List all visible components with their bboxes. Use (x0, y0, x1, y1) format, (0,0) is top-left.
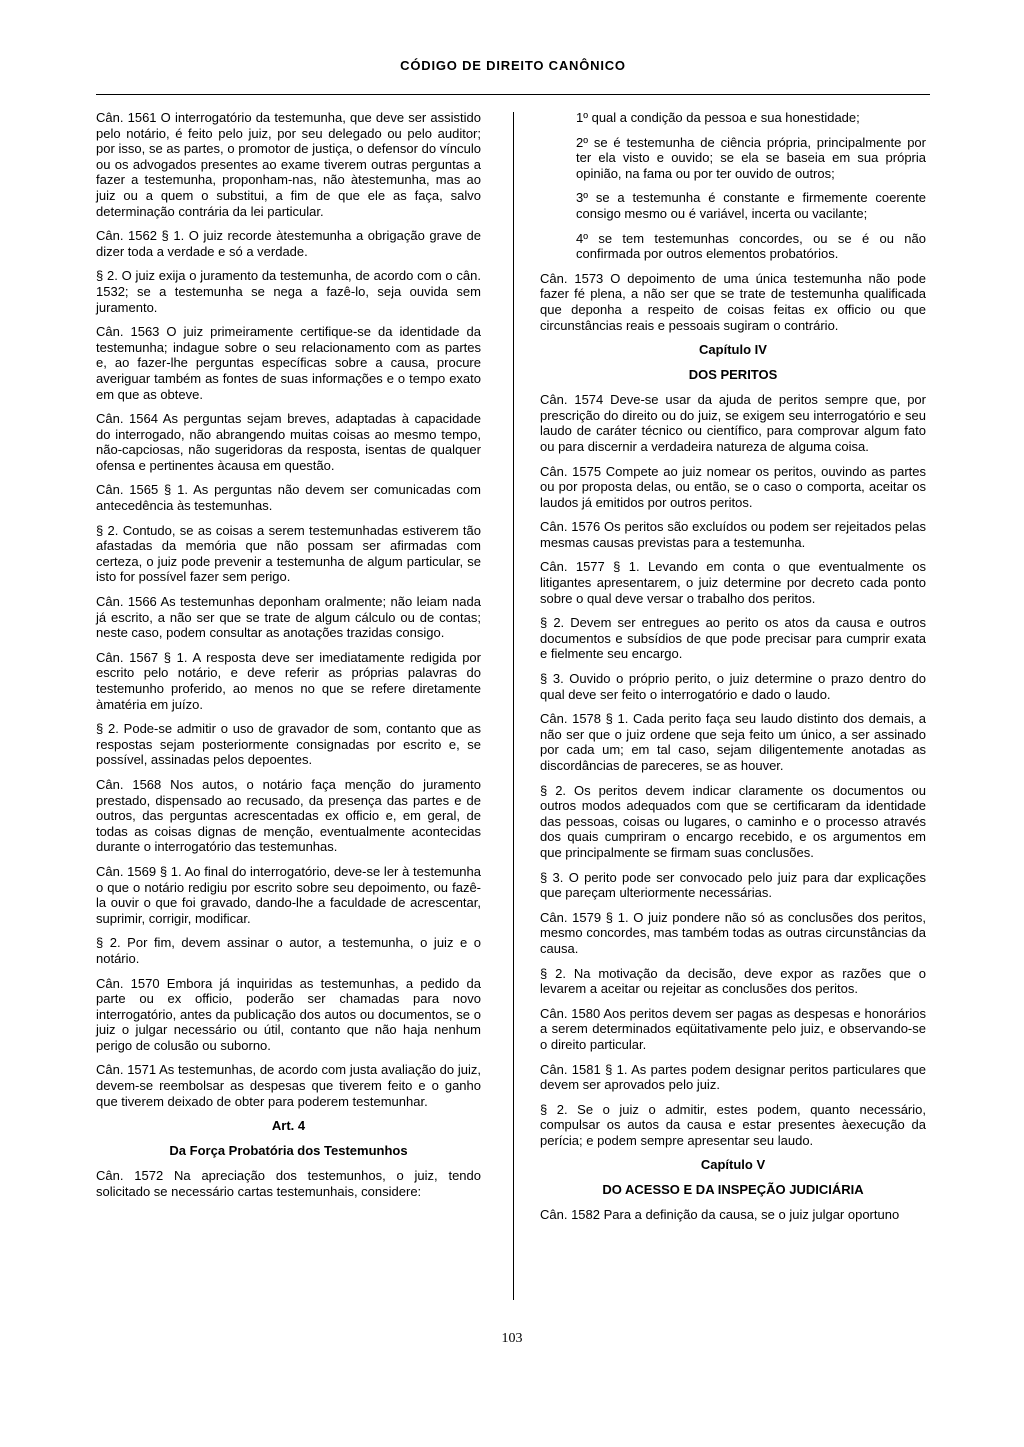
chapter-heading-v: Capítulo V (700, 1157, 766, 1173)
canon-1574: Cân. 1574 Deve-se usar da ajuda de peritos sempre que, por prescrição do direito ou do juiz, se exigem seu interrogatório e seu laudo de caráter técnico ou científico, para comprovar algum fato ou para discernir a verdadeira natureza de alguma coisa. (540, 392, 926, 454)
section-heading-forca-probatoria: Da Força Probatória dos Testemunhos (169, 1143, 408, 1159)
canon-1577-par2: § 2. Devem ser entregues ao perito os atos da causa e outros documentos e subsídios de que pode precisar para cumprir exata e fielmente seu encargo. (540, 615, 926, 662)
canon-1568: Cân. 1568 Nos autos, o notário faça menção do juramento prestado, dispensado ao recusado, da presença das partes e de outros, das perguntas acrescentadas ex officio e, em geral, de todas as coisas dignas de menção, eventualmente acontecidas durante o interrogatório das testemunhas. (96, 776, 481, 855)
canon-1578-par2: § 2. Os peritos devem indicar claramente os documentos ou outros modos adequados com que se certificaram da identidade das pessoas, coisas ou lugares, o caminho e o processo através dos quais cumpriram o encargo recebido, e os argumentos em que principalmente se firmam suas conclusões. (540, 782, 926, 860)
section-heading-art4: Art. 4 (271, 1118, 306, 1134)
canon-1578-par1: Cân. 1578 § 1. Cada perito faça seu laudo distinto dos demais, a não ser que o juiz ordene que seja feito um único, a ser assinado por cada um; em tal caso, sejam diligentemente anotadas as discordâncias de pareceres, se as houver. (540, 711, 926, 773)
canon-1572-item-4: 4º se tem testemunhas concordes, ou se é ou não confirmada por outros elementos probatórios. (576, 230, 926, 262)
canon-1569-par1: Cân. 1569 § 1. Ao final do interrogatório, deve-se ler à testemunha o que o notário redigiu por escrito sobre seu depoimento, ou fazê-la ouvir o que foi gravado, dando-lhe a faculdade de acrescentar, suprimir, corrigir, modificar. (96, 863, 481, 926)
header-rule (96, 94, 930, 95)
canon-1565-par2: § 2. Contudo, se as coisas a serem testemunhadas estiverem tão afastadas da memória que não possam ser afirmadas com certeza, o juiz pode prevenir a testemunha de algum particular, se isto for possível fazer sem perigo. (96, 522, 481, 585)
canon-1575: Cân. 1575 Compete ao juiz nomear os peritos, ouvindo as partes ou por proposta delas, ou então, se o caso o comporta, aceitar os laudos já emitidos por outros peritos. (540, 463, 926, 510)
page-number: 103 (501, 1331, 523, 1346)
canon-1565-par1: Cân. 1565 § 1. As perguntas não devem ser comunicadas com antecedência às testemunhas. (96, 482, 481, 514)
canon-1572-item-1: 1º qual a condição da pessoa e sua honestidade; (576, 110, 860, 125)
canon-1569-par2: § 2. Por fim, devem assinar o autor, a testemunha, o juiz e o notário. (96, 935, 481, 966)
canon-1581-par1: Cân. 1581 § 1. As partes podem designar peritos particulares que devem ser aprovados pelo juiz. (540, 1061, 926, 1093)
right-column (540, 110, 926, 1232)
canon-1562-par2: § 2. O juiz exija o juramento da testemunha, de acordo com o cân. 1532; se a testemunha se nega a fazê-lo, seja ouvida sem juramento. (96, 268, 481, 315)
canon-1577-par1: Cân. 1577 § 1. Levando em conta o que eventualmente os litigantes apresentarem, o juiz determine por decreto cada ponto sobre o qual deve versar o trabalho dos peritos. (540, 559, 926, 606)
canon-1563: Cân. 1563 O juiz primeiramente certifique-se da identidade da testemunha; indague sobre o seu relacionamento com as partes e, ao fazer-lhe perguntas específicas sobre a causa, procure averiguar também as fontes de suas informações e o tempo exato em que as obteve. (96, 324, 481, 402)
left-column (96, 110, 481, 1208)
canon-1570: Cân. 1570 Embora já inquiridas as testemunhas, a pedido da parte ou ex officio, poderão ser chamadas para novo interrogatório, antes da publicação dos autos ou documentos, se o juiz o julgar necessário ou útil, contanto que não haja nenhum perigo de colusão ou suborno. (96, 975, 481, 1053)
canon-1582: Cân. 1582 Para a definição da causa, se o juiz julgar oportuno (540, 1207, 900, 1223)
canon-1572: Cân. 1572 Na apreciação dos testemunhos, o juiz, tendo solicitado se necessário cartas testemunhais, considere: (96, 1168, 481, 1199)
canon-1581-par2: § 2. Se o juiz o admitir, estes podem, quanto necessário, compulsar os autos da causa e estar presentes àexecução da perícia; e podem sempre apresentar seu laudo. (540, 1101, 926, 1148)
canon-1561: Cân. 1561 O interrogatório da testemunha, que deve ser assistido pelo notário, é feito pelo juiz, por seu delegado ou pelo auditor; por isso, se as partes, o promotor de justiça, o defensor do vínculo ou os advogados presentes ao exame tiverem outras perguntas a fazer a testemunha, proponham-nas, não àtestemunha, mas ao juiz ou a quem o substitui, a fim de que ele as faça, salvo determinação contrária da lei particular. (96, 110, 481, 219)
canon-1576: Cân. 1576 Os peritos são excluídos ou podem ser rejeitados pelas mesmas causas previstas para a testemunha. (540, 519, 926, 550)
chapter-heading-iv: Capítulo IV (699, 342, 767, 358)
canon-1573: Cân. 1573 O depoimento de uma única testemunha não pode fazer fé plena, a não ser que se trate de testemunha qualificada que deponha a respeito de coisas feitas ex officio ou que circunstâncias reais e pessoais sugiram o contrário. (540, 270, 926, 333)
canon-1571: Cân. 1571 As testemunhas, de acordo com justa avaliação do juiz, devem-se reembolsar as despesas que tiverem feito e o ganho que tiverem deixado de obter para poderem testemunhar. (96, 1062, 481, 1109)
column-divider (513, 112, 514, 1300)
chapter-title-acesso: DO ACESSO E DA INSPEÇÃO JUDICIÁRIA (602, 1182, 864, 1198)
canon-1579-par2: § 2. Na motivação da decisão, deve expor as razões que o levarem a aceitar ou rejeitar as conclusões dos peritos. (540, 965, 926, 997)
canon-1567-par1: Cân. 1567 § 1. A resposta deve ser imediatamente redigida por escrito pelo notário, e deve referir as próprias palavras do testemunho proferido, ao menos no que se refere diretamente àmatéria em juízo. (96, 649, 481, 712)
canon-1562-par1: Cân. 1562 § 1. O juiz recorde àtestemunha a obrigação grave de dizer toda a verdade e só a verdade. (96, 228, 481, 259)
canon-1580: Cân. 1580 Aos peritos devem ser pagas as despesas e honorários a serem determinados eqüitativamente pelo juiz, e observando-se o direito particular. (540, 1005, 926, 1052)
canon-1572-item-2: 2º se é testemunha de ciência própria, principalmente por ter ela visto e ouvido; se ela se baseia em sua própria opinião, na fama ou por ter ouvido de outros; (576, 134, 926, 181)
chapter-title-peritos: DOS PERITOS (688, 367, 778, 383)
canon-1579-par1: Cân. 1579 § 1. O juiz pondere não só as conclusões dos peritos, mesmo concordes, mas também todas as outras circunstâncias da causa. (540, 909, 926, 956)
canon-1567-par2: § 2. Pode-se admitir o uso de gravador de som, contanto que as respostas sejam posteriormente consignadas por escrito e, se possível, assinadas pelos depoentes. (96, 721, 481, 768)
canon-1564: Cân. 1564 As perguntas sejam breves, adaptadas à capacidade do interrogado, não abrangendo muitas coisas ao mesmo tempo, não-capciosas, não sugeridoras da resposta, isentas de qualquer ofensa e pertinentes àcausa em questão. (96, 411, 481, 473)
canon-1566: Cân. 1566 As testemunhas deponham oralmente; não leiam nada já escrito, a não ser que se trate de algum cálculo ou de contas; neste caso, podem consultar as anotações trazidas consigo. (96, 594, 481, 641)
canon-1577-par3: § 3. Ouvido o próprio perito, o juiz determine o prazo dentro do qual deve ser feito o interrogatório e dado o laudo. (540, 671, 926, 702)
canon-1578-par3: § 3. O perito pode ser convocado pelo juiz para dar explicações que pareçam ulteriormente necessárias. (540, 869, 926, 901)
page-header-title: CÓDIGO DE DIREITO CANÔNICO (400, 58, 626, 73)
canon-1572-item-3: 3º se a testemunha é constante e firmemente coerente consigo mesmo ou é variável, incerta ou vacilante; (576, 190, 926, 221)
